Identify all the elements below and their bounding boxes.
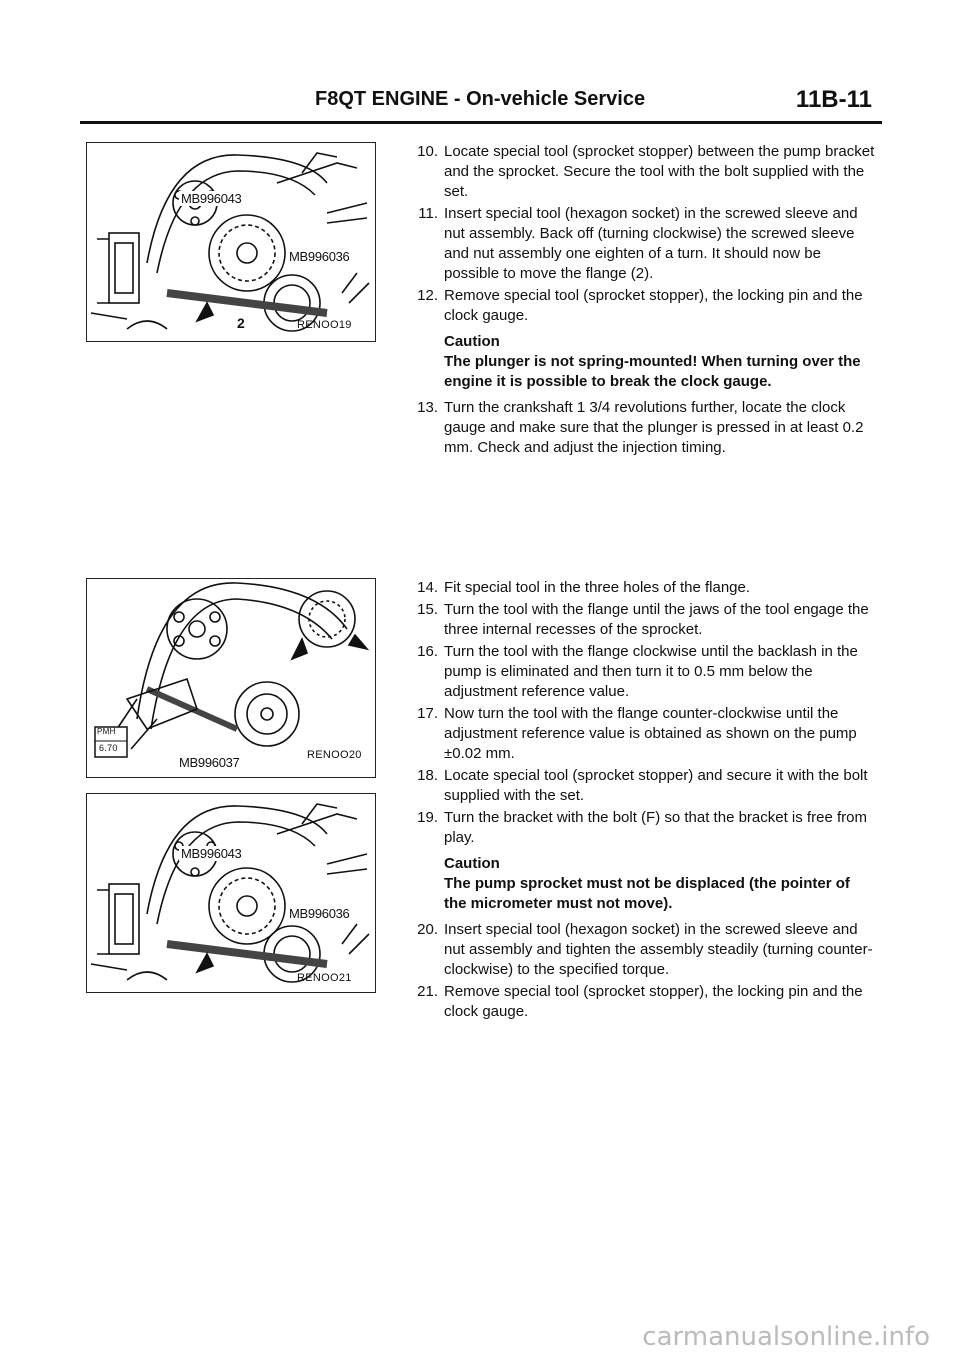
tool-label-mb996036: MB996036: [289, 249, 350, 264]
page-header: [80, 88, 882, 122]
step-12: 12. Remove special tool (sprocket stopper), the locking pin and the clock gauge.: [417, 287, 863, 324]
step-19: 19. Turn the bracket with the bolt (F) so that the bracket is free from play.: [417, 809, 867, 846]
footer-watermark: carmanualsonline.info: [642, 1322, 930, 1352]
step-15: 15. Turn the tool with the flange until the jaws of the tool engage the three internal recesses of the sprocket.: [417, 601, 869, 638]
step-16: 16. Turn the tool with the flange clockwise until the backlash in the pump is eliminated and then turn it to 0.5 mm below the adjustment reference value.: [417, 643, 858, 700]
step-13: 13. Turn the crankshaft 1 3/4 revolutions further, locate the clock gauge and make sure that the plunger is pressed in at least 0.2 mm. Check and adjust the injection timing.: [417, 399, 864, 456]
figure-engine-sprocket-1: [86, 142, 376, 342]
step-10: 10. Locate special tool (sprocket stopper) between the pump bracket and the sprocket. Secure the tool with the bolt supplied with the set.: [417, 143, 875, 200]
gauge-value: 6.70: [99, 743, 118, 753]
step-21: 21. Remove special tool (sprocket stopper), the locking pin and the clock gauge.: [417, 983, 863, 1020]
figure-ref-code: RENOO19: [297, 319, 352, 331]
step-17: 17. Now turn the tool with the flange counter-clockwise until the adjustment reference value is obtained as shown on the pump ±0.02 mm.: [417, 705, 857, 762]
step-20: 20. Insert special tool (hexagon socket) in the screwed sleeve and nut assembly and tighten the assembly steadily (turning counter-clockwise) to the specified torque.: [417, 921, 873, 978]
figure-engine-sprocket-2: [86, 793, 376, 993]
header-divider: [80, 121, 882, 124]
caution-title: Caution: [444, 855, 500, 872]
procedure-steps-10-13: [404, 142, 876, 460]
caution-block: [404, 332, 876, 392]
figure-ref-code: RENOO20: [307, 749, 362, 761]
callout-number: 2: [237, 315, 245, 331]
tool-label-mb996037: MB996037: [179, 755, 240, 770]
page-number: 11B-11: [795, 86, 872, 113]
engine-illustration: [87, 794, 376, 993]
step-14: 14. Fit special tool in the three holes of the flange.: [417, 579, 751, 596]
gauge-label-pmh: PMH: [97, 727, 116, 736]
page-title: F8QT ENGINE - On-vehicle Service: [315, 88, 646, 110]
figure-ref-code: RENOO21: [297, 972, 352, 984]
tool-label-mb996043: MB996043: [181, 846, 242, 861]
caution-title: Caution: [444, 333, 500, 350]
caution-text: The plunger is not spring-mounted! When turning over the engine it is possible to break the clock gauge.: [444, 353, 861, 390]
tool-label-mb996036: MB996036: [289, 906, 350, 921]
figure-flange-tool: [86, 578, 376, 778]
step-18: 18. Locate special tool (sprocket stopper) and secure it with the bolt supplied with the set.: [417, 767, 868, 804]
caution-text: The pump sprocket must not be displaced (the pointer of the micrometer must not move).: [444, 875, 850, 912]
step-11: 11. Insert special tool (hexagon socket) in the screwed sleeve and nut assembly. Back off (turning clockwise) the screwed sleeve and nut assembly one eighten of a turn. It should now be possible to move the flange (2).: [418, 205, 858, 282]
procedure-steps-14-21: [404, 578, 876, 1024]
caution-block: [404, 854, 876, 914]
engine-illustration: [87, 143, 376, 342]
tool-label-mb996043: MB996043: [181, 191, 242, 206]
